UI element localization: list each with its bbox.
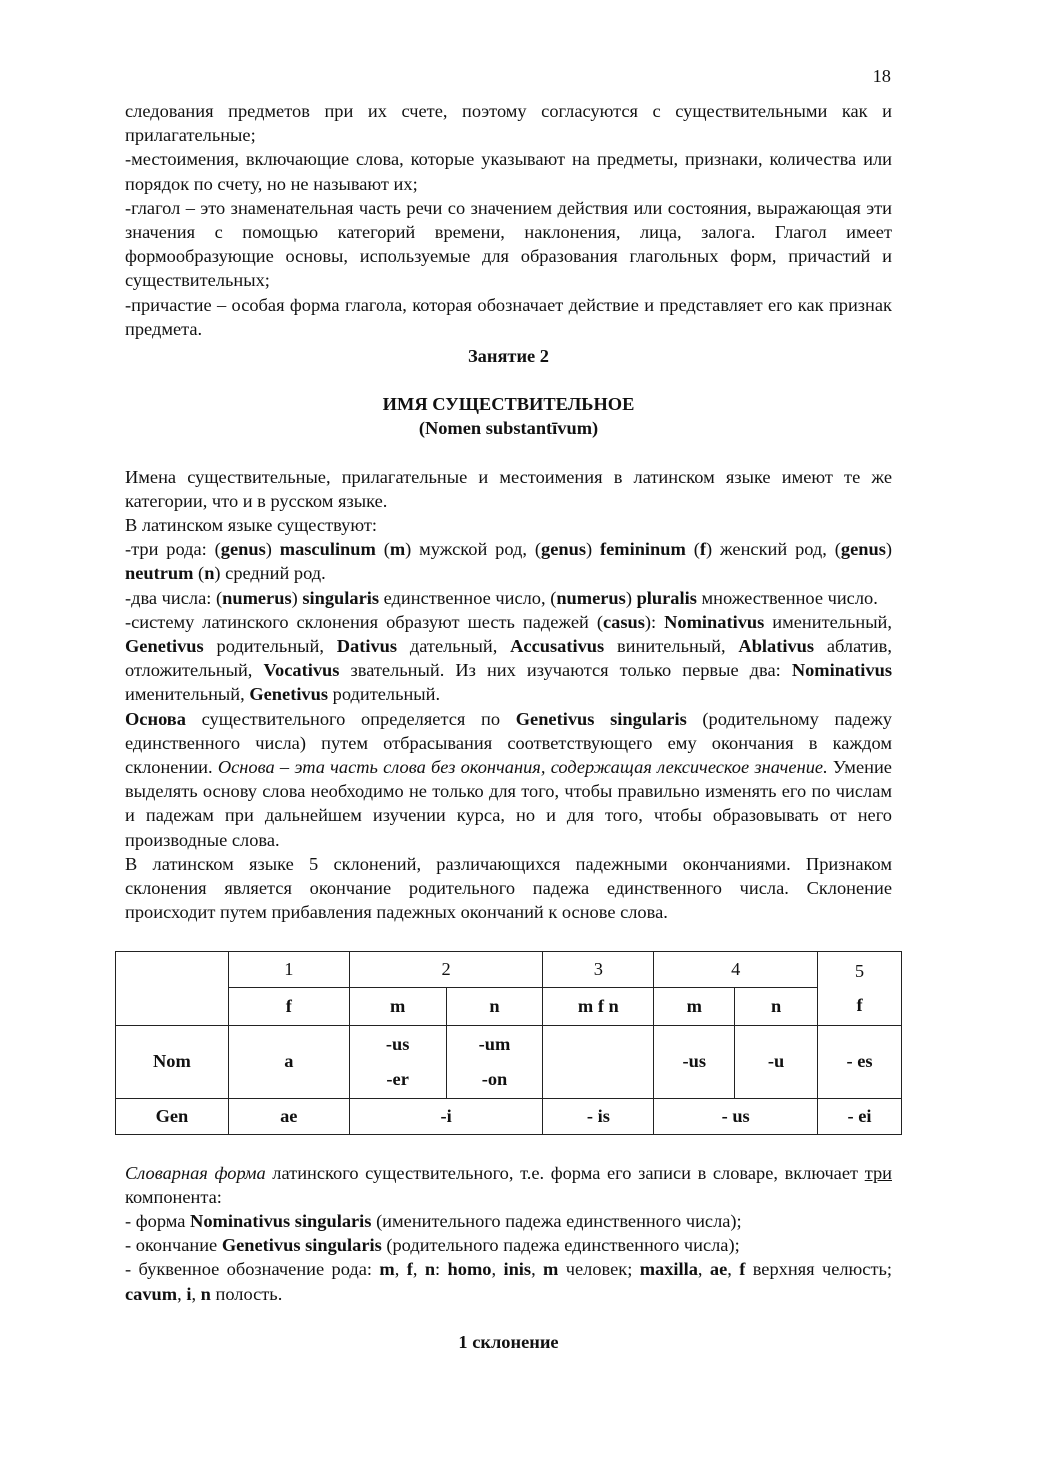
nom-ending: -on <box>481 1068 508 1089</box>
row-label-nom: Nom <box>116 1025 229 1098</box>
stem-paragraph: Основа существительного определяется по Genetivus singularis (родительному падежу единственного числа) путем отбрасывания соответствующего ему окончания в каждом склонении. Основа – эта часть слова без окончания, содержащая лексическое значение. Умение выделять основу слова необходимо не только для того, чтобы правильно изменять его по числам и падежам при дальнейшем изучении курса, но и для того, чтобы образовывать от него производные слова. <box>125 708 892 850</box>
gender-label: m <box>349 987 446 1025</box>
paragraph: -глагол – это знаменательная часть речи со значением действия или состояния, выражающая эти значения с помощью категорий времени, наклонения, лица, залога. Глагол имеет формообразующие основы, используемые для образования глагольных форм, причастий и существительных; <box>125 197 892 291</box>
decl-number: 4 <box>654 951 818 987</box>
dictionary-item: - буквенное обозначение рода: m, f, n: homo, inis, m человек; maxilla, ae, f верхняя челюсть; cavum, i, n полость. <box>125 1259 892 1304</box>
decl-number: 2 <box>349 951 543 987</box>
gen-ending: - is <box>543 1098 654 1134</box>
gender-label: m f n <box>543 987 654 1025</box>
exists-line: В латинском языке существуют: <box>125 515 377 536</box>
nom-ending-cell <box>349 1025 446 1098</box>
nom-ending: a <box>228 1025 349 1098</box>
nom-ending-cell <box>446 1025 543 1098</box>
declension-table <box>115 951 902 1135</box>
nom-ending: - es <box>818 1025 902 1098</box>
row-label-gen: Gen <box>116 1098 229 1134</box>
gen-ending: - us <box>654 1098 818 1134</box>
gen-ending: - ei <box>818 1098 902 1134</box>
dictionary-form-paragraph: Словарная форма латинского существительного, т.е. форма его записи в словаре, включает три компонента: <box>125 1162 892 1207</box>
genders-paragraph: -три рода: (genus) masculinum (m) мужской род, (genus) femininum (f) женский род, (genus) neutrum (n) средний род. <box>125 539 892 584</box>
gender-label: n <box>446 987 543 1025</box>
page-number: 18 <box>872 66 891 86</box>
gender-label: f <box>856 994 863 1015</box>
gender-label: m <box>654 987 735 1025</box>
intro-paragraph: Имена существительные, прилагательные и местоимения в латинском языке имеют те же категории, что и в русском языке. <box>125 466 892 511</box>
declension-heading: 1 склонение <box>458 1331 559 1352</box>
nom-ending: -u <box>735 1025 818 1098</box>
decl-number: 5 <box>854 960 865 981</box>
lesson-title: Занятие 2 <box>467 346 550 367</box>
nom-ending: -er <box>386 1068 409 1089</box>
decl-number: 1 <box>228 951 349 987</box>
paragraph: -местоимения, включающие слова, которые указывают на предметы, признаки, количества или порядок по счету, но не называют их; <box>125 149 892 194</box>
decl-number: 3 <box>543 951 654 987</box>
dictionary-item: - окончание Genetivus singularis (родительного падежа единственного числа); <box>125 1235 740 1256</box>
nom-ending: -us <box>385 1033 410 1054</box>
gender-label: f <box>228 987 349 1025</box>
gen-ending: -i <box>349 1098 543 1134</box>
nom-ending <box>543 1025 654 1098</box>
section-subtitle: (Nomen substantīvum) <box>418 418 599 439</box>
nom-ending: -um <box>478 1033 511 1054</box>
table-corner-cell <box>116 951 229 1025</box>
paragraph: -причастие – особая форма глагола, которая обозначает действие и представляет его как признак предмета. <box>125 294 892 339</box>
cases-paragraph: -систему латинского склонения образуют шесть падежей (casus): Nominativus именительный, Genetivus родительный, Dativus дательный, Accusativus винительный, Ablativus аблатив, отложительный, Vocativus звательный. Из них изучаются только первые два: Nominativus именительный, Genetivus родительный. <box>125 611 892 705</box>
page-body <box>125 99 892 1354</box>
decl-5-cell <box>818 951 902 1025</box>
dictionary-item: - форма Nominativus singularis (именительного падежа единственного числа); <box>125 1210 742 1231</box>
section-title: ИМЯ СУЩЕСТВИТЕЛЬНОЕ <box>382 394 635 415</box>
paragraph: следования предметов при их счете, поэтому согласуются с существительными как и прилагательные; <box>125 101 892 146</box>
nom-ending: -us <box>654 1025 735 1098</box>
gen-ending: ae <box>228 1098 349 1134</box>
five-declensions-paragraph: В латинском языке 5 склонений, различающихся падежными окончаниями. Признаком склонения является окончание родительного падежа единственного числа. Склонение происходит путем прибавления падежных окончаний к основе слова. <box>125 853 892 923</box>
gender-label: n <box>735 987 818 1025</box>
numbers-paragraph: -два числа: (numerus) singularis единственное число, (numerus) pluralis множественное число. <box>125 587 878 608</box>
